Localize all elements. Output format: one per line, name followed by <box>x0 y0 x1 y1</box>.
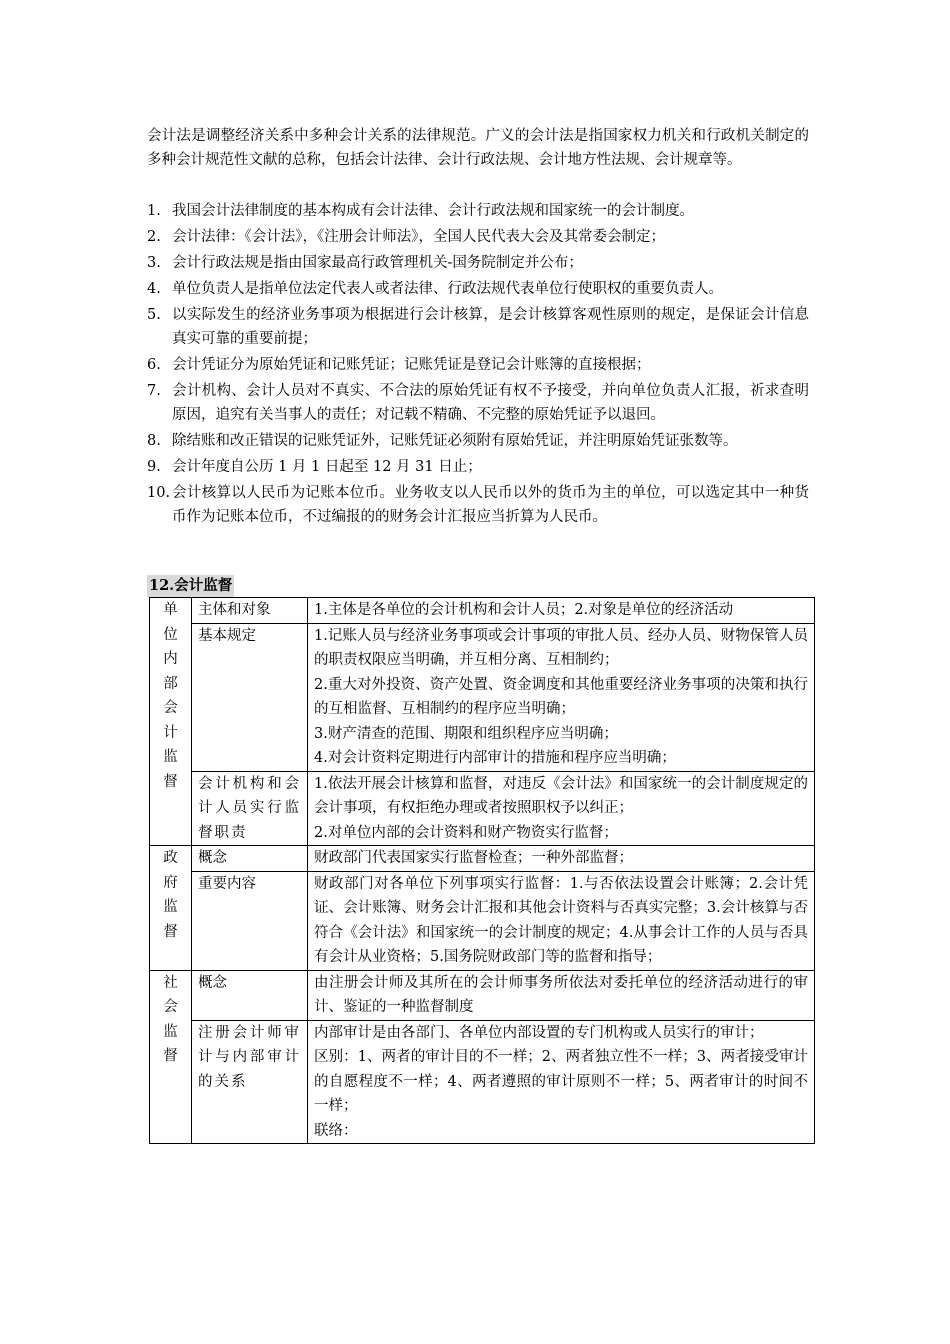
content-line: 联络： <box>314 1122 358 1139</box>
item-text: 单位负责人是指单位法定代表人或者法律、行政法规代表单位行使职权的重要负责人。 <box>172 281 723 297</box>
item-text: 会计机构、会计人员对不真实、不合法的原始凭证有权不予接受，并向单位负责人汇报，祈求查明原因，追究有关当事人的责任；对记载不精确、不完整的原始凭证予以退回。 <box>172 383 809 423</box>
table-row <box>150 846 815 872</box>
row-label: 概念 <box>192 970 308 1020</box>
category-char: 督 <box>163 923 178 940</box>
table-row <box>150 771 815 846</box>
content-line: 4.对会计资料定期进行内部审计的措施和程序应当明确； <box>314 750 676 766</box>
content-line: 由注册会计师及其所在的会计师事务所依法对委托单位的经济活动进行的审计、鉴证的一种监督制度 <box>314 974 808 1015</box>
content-line: 内部审计是由各部门、各单位内部设置的专门机构或人员实行的审计； <box>314 1024 764 1041</box>
section-title: 12.会计监督 <box>147 575 234 597</box>
row-content <box>308 771 815 846</box>
content-line: 区别：1、两者的审计目的不一样；2、两者独立性不一样；3、两者接受审计的自愿程度不一样；4、两者遵照的审计原则不一样；5、两者审计的时间不一样； <box>314 1049 808 1114</box>
row-label: 重要内容 <box>192 871 308 970</box>
category-char: 单 <box>163 602 178 618</box>
content-line: 2.对单位内部的会计资料和财产物资实行监督； <box>314 824 618 841</box>
item-number: 1. <box>147 203 161 219</box>
list-item <box>147 251 809 275</box>
item-text: 会计行政法规是指由国家最高行政管理机关-国务院制定并公布； <box>172 255 583 271</box>
item-text: 会计年度自公历 1 月 1 日起至 12 月 31 日止； <box>172 459 482 475</box>
category-char: 会 <box>163 999 178 1015</box>
category-char: 监 <box>163 1023 178 1040</box>
item-text: 会计凭证分为原始凭证和记账凭证；记账凭证是登记会计账簿的直接根据； <box>172 357 651 373</box>
category-government-supervision <box>150 846 192 971</box>
table-row <box>150 970 815 1020</box>
category-char: 内 <box>163 651 178 667</box>
item-number: 2. <box>147 229 161 245</box>
intro-paragraph: 会计法是调整经济关系中多种会计关系的法律规范。广义的会计法是指国家权力机关和行政机关制定的多种会计规范性文献的总称，包括会计法律、会计行政法规、会计地方性法规、会计规章等。 <box>147 128 809 168</box>
item-text: 除结账和改正错误的记账凭证外，记账凭证必须附有原始凭证，并注明原始凭证张数等。 <box>172 433 738 449</box>
category-char: 府 <box>163 874 178 891</box>
item-text: 会计法律：《会计法》，《注册会计师法》，全国人民代表大会及其常委会制定； <box>172 229 665 245</box>
row-label: 注册会计师审计与内部审计的关系 <box>192 1020 308 1144</box>
content-line: 1.依法开展会计核算和监督，对违反《会计法》和国家统一的会计制度规定的会计事项，有权拒绝办理或者按照职权予以纠正； <box>314 775 808 816</box>
numbered-list <box>147 199 809 531</box>
content-line: 3.财产清查的范围、期限和组织程序应当明确； <box>314 725 618 742</box>
category-char: 计 <box>163 724 178 741</box>
category-char: 社 <box>163 974 178 991</box>
table-row <box>150 598 815 624</box>
row-label: 概念 <box>192 846 308 872</box>
content-line: 2.重大对外投资、资产处置、资金调度和其他重要经济业务事项的决策和执行的互相监督、互相制约的程序应当明确； <box>314 676 808 717</box>
list-item <box>147 429 809 453</box>
list-item <box>147 303 809 351</box>
row-label: 基本规定 <box>192 623 308 771</box>
content-line: 财政部门代表国家实行监督检查；一种外部监督； <box>314 850 633 866</box>
list-item <box>147 481 809 529</box>
row-content <box>308 871 815 970</box>
list-item <box>147 379 809 427</box>
row-label: 会计机构和会计人员实行监督职责 <box>192 771 308 846</box>
row-content <box>308 623 815 771</box>
item-number: 3. <box>147 255 161 271</box>
content-line: 1.记账人员与经济业务事项或会计事项的审批人员、经办人员、财物保管人员的职责权限应当明确，并互相分离、互相制约； <box>314 627 808 668</box>
row-content <box>308 598 815 624</box>
row-content <box>308 1119 815 1144</box>
item-number: 9. <box>147 459 161 475</box>
category-social-supervision <box>150 970 192 1144</box>
row-content <box>308 846 815 872</box>
item-number: 4. <box>147 281 161 297</box>
category-char: 监 <box>163 899 178 915</box>
content-line: 1.主体是各单位的会计机构和会计人员；2.对象是单位的经济活动 <box>314 602 734 618</box>
list-item <box>147 199 809 223</box>
item-number: 8. <box>147 433 161 449</box>
category-char: 会 <box>163 700 178 716</box>
list-item <box>147 277 809 301</box>
row-label: 主体和对象 <box>192 598 308 624</box>
content-line: 财政部门对各单位下列事项实行监督：1.与否依法设置会计账簿；2.会计凭证、会计账簿、财务会计汇报和其他会计资料与否真实完整；3.会计核算与否符合《会计法》和国家统一的会计制度的规定；4.从事会计工作的人员与否具有会计从业资格；5.国务院财政部门等的监督和指导； <box>314 875 808 965</box>
row-content <box>308 1020 815 1119</box>
row-content <box>308 970 815 1020</box>
item-text: 以实际发生的经济业务事项为根据进行会计核算，是会计核算客观性原则的规定，是保证会计信息真实可靠的重要前提； <box>172 307 809 347</box>
supervision-table <box>149 597 815 1144</box>
item-number: 6. <box>147 357 161 373</box>
list-item <box>147 353 809 377</box>
table-row <box>150 1020 815 1119</box>
item-number: 10. <box>147 485 171 501</box>
item-text: 会计核算以人民币为记账本位币。业务收支以人民币以外的货币为主的单位，可以选定其中一种货币作为记账本位币，不过编报的的财务会计汇报应当折算为人民币。 <box>172 485 809 525</box>
item-number: 5. <box>147 307 161 323</box>
list-item <box>147 455 809 479</box>
category-char: 督 <box>163 1048 178 1064</box>
list-item <box>147 225 809 249</box>
item-text: 我国会计法律制度的基本构成有会计法律、会计行政法规和国家统一的会计制度。 <box>172 203 694 219</box>
category-char: 政 <box>163 850 178 866</box>
category-char: 位 <box>163 626 178 643</box>
category-char: 监 <box>163 749 178 765</box>
category-internal-supervision <box>150 598 192 846</box>
table-row <box>150 623 815 771</box>
item-number: 7. <box>147 383 161 399</box>
table-row <box>150 871 815 970</box>
category-char: 部 <box>163 675 178 692</box>
category-char: 督 <box>163 773 178 790</box>
